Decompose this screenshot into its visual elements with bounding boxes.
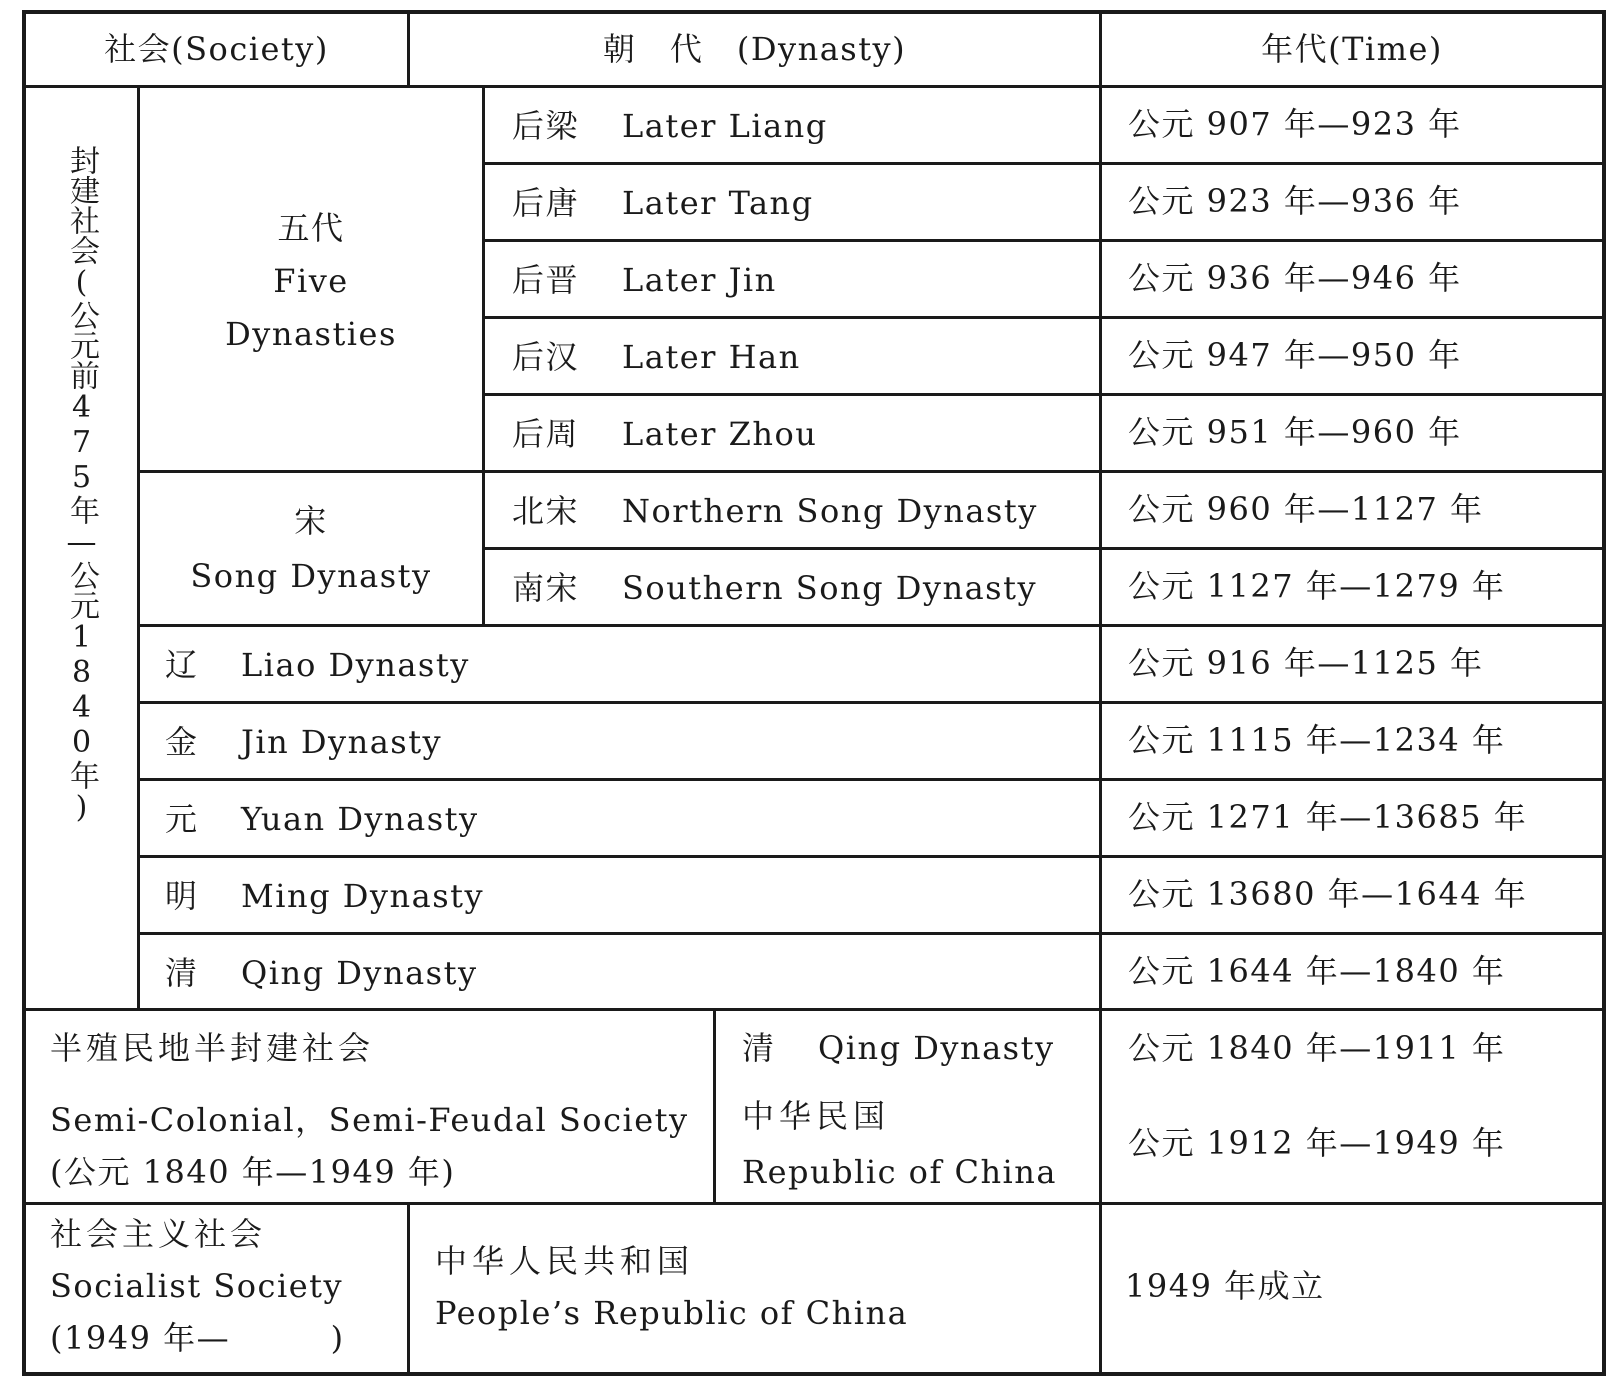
time-cell: 公元 1127 年—1279 年 xyxy=(1128,567,1506,605)
qing-en: Qing Dynasty xyxy=(818,1029,1055,1067)
rule-row xyxy=(485,393,1606,396)
socialist-society-years: (1949 年— ) xyxy=(50,1319,345,1357)
semi-society-cn: 半殖民地半封建社会 xyxy=(50,1029,375,1067)
five-dynasties-en: Dynasties xyxy=(225,315,397,353)
time-cell: 公元 13680 年—1644 年 xyxy=(1128,875,1528,913)
socialist-society-cn: 社会主义社会 xyxy=(50,1215,267,1253)
dynasty-row: 北宋 Northern Song Dynasty xyxy=(512,492,1038,530)
roc-en: Republic of China xyxy=(742,1153,1057,1191)
dynasty-row: 南宋 Southern Song Dynasty xyxy=(512,569,1038,607)
rule-row xyxy=(485,239,1606,242)
dynasty-row: 清 Qing Dynasty xyxy=(165,954,478,992)
time-cell: 公元 951 年—960 年 xyxy=(1128,413,1462,451)
prc-cn: 中华人民共和国 xyxy=(435,1242,695,1280)
time-cell: 公元 1271 年—13685 年 xyxy=(1128,798,1528,836)
semi-society-en: Semi-Colonial，Semi-Feudal Society xyxy=(50,1101,689,1139)
dynasty-row: 明 Ming Dynasty xyxy=(165,877,485,915)
header-society: 社会(Society) xyxy=(104,30,329,68)
rule-col xyxy=(482,85,485,626)
dynasty-row: 辽 Liao Dynasty xyxy=(165,646,470,684)
roc-cn: 中华民国 xyxy=(742,1097,891,1135)
time-cell: 公元 960 年—1127 年 xyxy=(1128,490,1484,528)
rule-row xyxy=(485,162,1606,165)
rule-section xyxy=(22,1008,1606,1011)
rule-row xyxy=(137,701,1606,704)
time-cell: 公元 936 年—946 年 xyxy=(1128,259,1462,297)
time-cell: 公元 1840 年—1911 年 xyxy=(1128,1029,1506,1067)
rule-row xyxy=(137,624,1606,627)
header-dynasty: 朝 代 (Dynasty) xyxy=(602,30,907,68)
dynasty-row: 后汉 Later Han xyxy=(512,338,801,376)
rule-row xyxy=(137,778,1606,781)
time-cell: 公元 916 年—1125 年 xyxy=(1128,644,1484,682)
dynasty-row: 后梁 Later Liang xyxy=(512,107,828,145)
dynasty-row: 后唐 Later Tang xyxy=(512,184,814,222)
feudal-society-label: 封建社会(公元前475年—公元1840年) xyxy=(64,145,99,825)
semi-society-years: (公元 1840 年—1949 年) xyxy=(50,1153,456,1191)
header-time: 年代(Time) xyxy=(1261,30,1443,68)
time-cell: 1949 年成立 xyxy=(1125,1267,1325,1305)
rule-header-bottom xyxy=(22,85,1606,88)
dynasty-row: 金 Jin Dynasty xyxy=(165,723,443,761)
rule-row xyxy=(485,547,1606,550)
dynasty-row: 后晋 Later Jin xyxy=(512,261,777,299)
prc-en: People’s Republic of China xyxy=(435,1294,909,1332)
song-group-en: Song Dynasty xyxy=(190,557,432,595)
qing-cn: 清 xyxy=(742,1029,776,1067)
rule-col xyxy=(407,1202,410,1376)
rule-col xyxy=(1099,10,1102,1376)
song-group-cn: 宋 xyxy=(294,502,328,540)
dynasty-row: 元 Yuan Dynasty xyxy=(165,800,479,838)
five-dynasties-en: Five xyxy=(273,262,349,300)
time-cell: 公元 923 年—936 年 xyxy=(1128,182,1462,220)
time-cell: 公元 1912 年—1949 年 xyxy=(1128,1124,1506,1162)
rule-row xyxy=(485,316,1606,319)
time-cell: 公元 1644 年—1840 年 xyxy=(1128,952,1506,990)
time-cell: 公元 947 年—950 年 xyxy=(1128,336,1462,374)
time-cell: 公元 1115 年—1234 年 xyxy=(1128,721,1506,759)
rule-section xyxy=(22,1202,1606,1205)
five-dynasties-cn: 五代 xyxy=(277,209,345,247)
socialist-society-en: Socialist Society xyxy=(50,1267,344,1305)
rule-col xyxy=(713,1008,716,1205)
time-cell: 公元 907 年—923 年 xyxy=(1128,105,1462,143)
rule-row xyxy=(137,855,1606,858)
rule-row xyxy=(137,470,1606,473)
dynasty-row: 后周 Later Zhou xyxy=(512,415,818,453)
rule-row xyxy=(137,932,1606,935)
